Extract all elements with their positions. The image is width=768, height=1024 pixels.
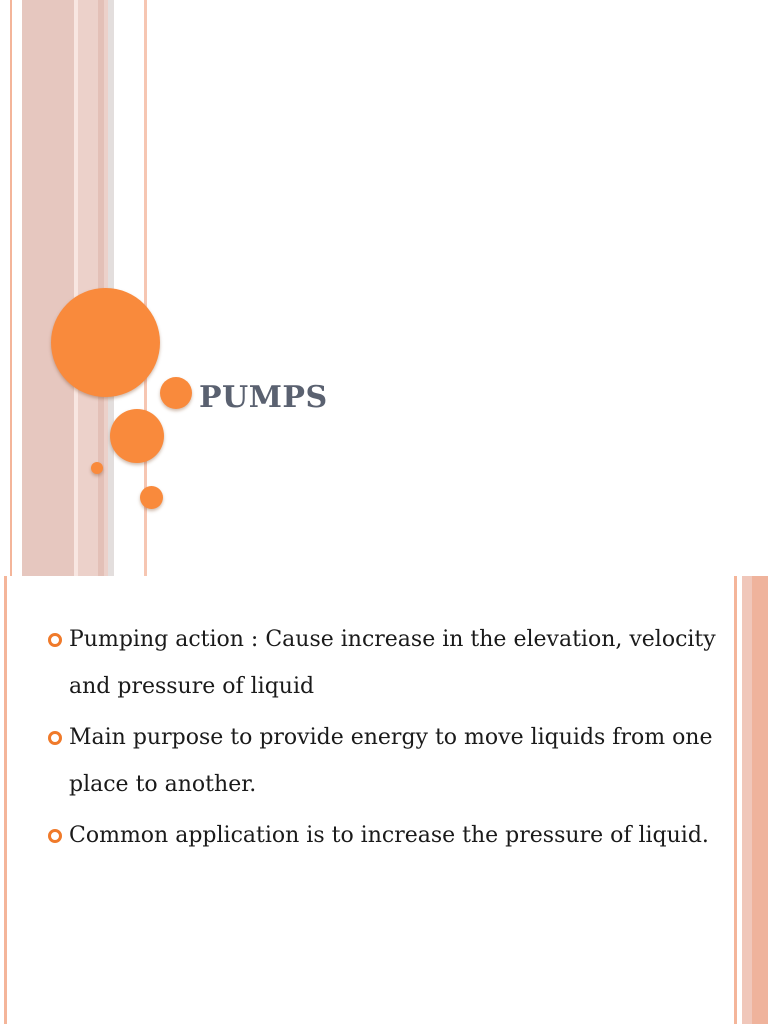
decorative-circle-icon — [110, 409, 164, 463]
decorative-stripe — [742, 576, 752, 1024]
bullet-text: Main purpose to provide energy to move liquids from one place to another. — [69, 725, 713, 797]
decorative-stripe — [10, 0, 12, 576]
decorative-circle-icon — [160, 377, 192, 409]
decorative-circle-icon — [51, 288, 160, 397]
decorative-circle-icon — [91, 462, 103, 474]
decorative-circle-icon — [140, 486, 163, 509]
list-item — [48, 812, 718, 859]
decorative-stripe — [752, 576, 768, 1024]
decorative-stripe — [734, 576, 737, 1024]
bullet-text: Common application is to increase the pressure of liquid. — [69, 823, 709, 848]
bullet-list — [48, 616, 718, 863]
slide-title: PUMPS — [199, 380, 328, 415]
ring-bullet-icon — [48, 829, 62, 843]
bullet-text: Pumping action : Cause increase in the elevation, velocity and pressure of liquid — [69, 627, 716, 699]
decorative-stripe — [22, 0, 74, 576]
list-item — [48, 714, 718, 808]
decorative-stripe — [4, 576, 7, 1024]
list-item — [48, 616, 718, 710]
ring-bullet-icon — [48, 731, 62, 745]
content-slide — [0, 576, 768, 1024]
ring-bullet-icon — [48, 633, 62, 647]
